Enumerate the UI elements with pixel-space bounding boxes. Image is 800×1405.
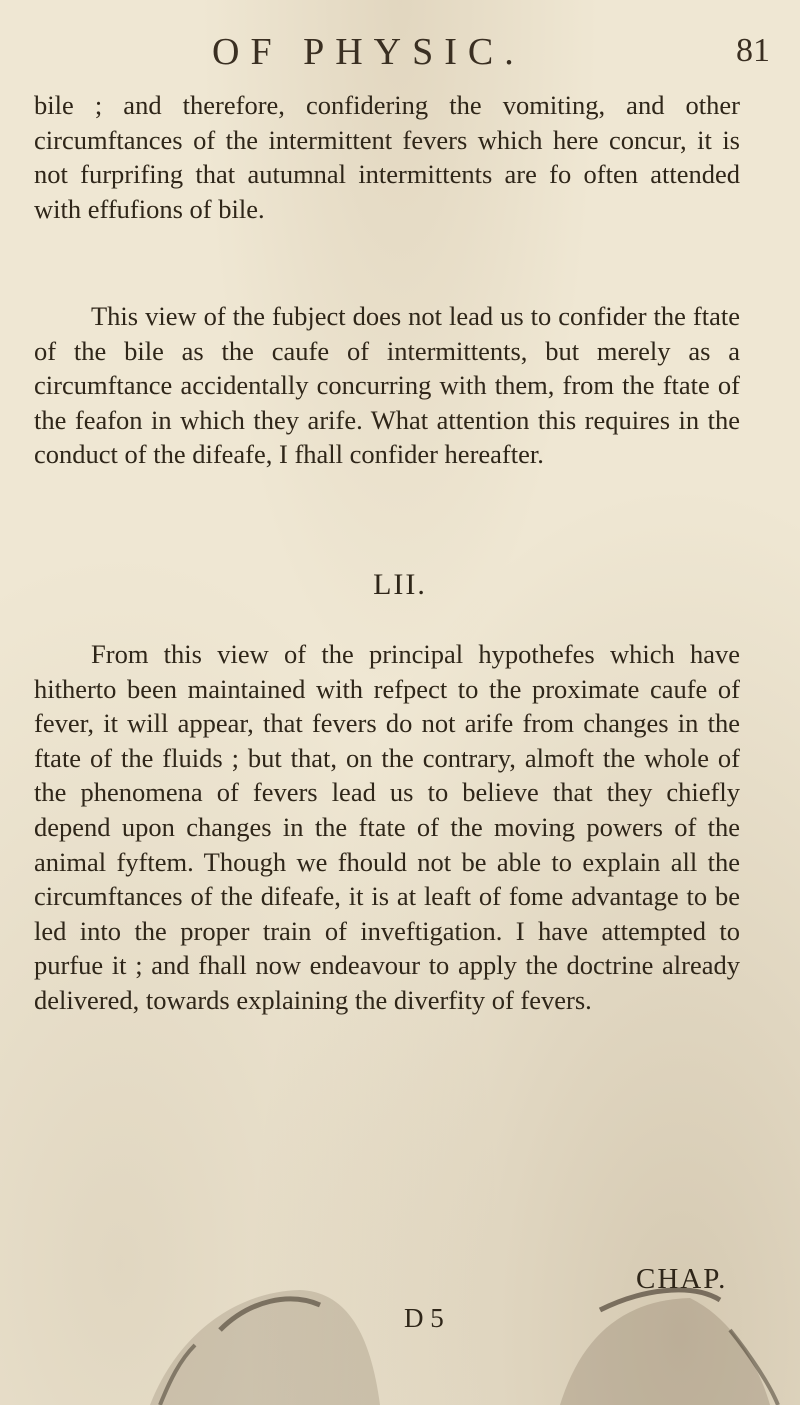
- section-number: LII.: [373, 568, 427, 601]
- paragraph-continuation: bile ; and therefore, confidering the vomiting, and other circumftances of the intermittent fevers which here concur, it is not furprifing that autumnal intermittents are fo often attended with effufions of bile.: [34, 90, 740, 224]
- paragraph: This view of the fubject does not lead us to confider the ftate of the bile as the caufe of intermittents, but merely as a circumftance accidentally concurring with them, from the ftate of the feafon in which they arife. What attention this requires in the conduct of the difeafe, I fhall confider hereafter.: [34, 301, 740, 470]
- signature-mark: D 5: [404, 1303, 444, 1333]
- page-number: 81: [736, 32, 770, 69]
- running-title: OF PHYSIC.: [212, 31, 525, 73]
- running-head: [0, 22, 800, 82]
- catchword: CHAP.: [636, 1263, 728, 1295]
- paragraph: From this view of the principal hypothefes which have hitherto been maintained with refpect to the proximate caufe of fever, it will appear, that fevers do not arife from changes in the ftate of the fluids ; but that, on the contrary, almoft the whole of the phenomena of fevers lead us to believe that they chiefly depend upon changes in the ftate of the moving powers of the animal fyftem. Though we fhould not be able to explain all the circumftances of the difeafe, it is at leaft of fome advantage to be led into the proper train of inveftigation. I have attempted to purfue it ; and fhall now endeavour to apply the doctrine already delivered, towards explaining the diverfity of fevers.: [34, 639, 740, 1015]
